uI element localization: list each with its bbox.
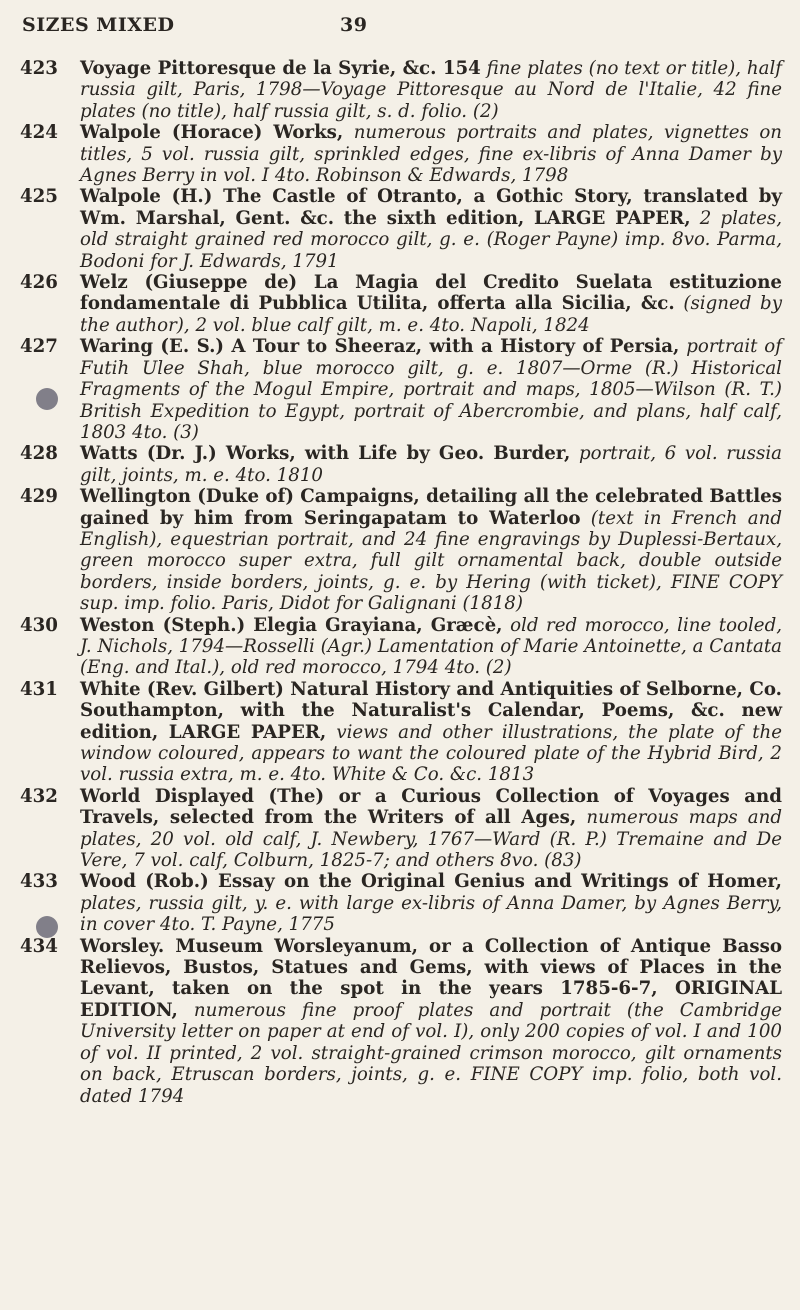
lot-entry <box>20 486 782 614</box>
lot-details: numerous portraits and plates, vignettes on titles, 5 vol. russia gilt, sprinkled edges, fine ex-libris of Anna Damer by Agnes Berry in vol. I 4to. Robinson & Edwards, 1798 <box>80 122 782 187</box>
lot-title: Welz (Giuseppe de) La Magia del Credito Suelata estituzione fondamentale di Pubblica Utilita, offerta alla Sicilia, &c. <box>80 272 782 315</box>
lot-details: views and other illustrations, the plate of the window coloured, appears to want the coloured plate of the Hybrid Bird, 2 vol. russia extra, m. e. 4to. White & Co. &c. 1813 <box>80 721 782 786</box>
lot-details: (signed by the author), 2 vol. blue calf gilt, m. e. 4to. Napoli, 1824 <box>80 293 782 336</box>
lot-entry <box>20 679 782 786</box>
lot-title: Watts (Dr. J.) Works, with Life by Geo. Burder, <box>80 443 571 465</box>
lot-entry <box>20 336 782 443</box>
lot-description <box>80 272 782 336</box>
lot-number: 433 <box>20 871 58 893</box>
lot-details: plates, russia gilt, y. e. with large ex-libris of Anna Damer, by Agnes Berry, in cover 4to. T. Payne, 1775 <box>80 892 782 936</box>
lot-details: portrait of Futih Ulee Shah, blue morocco gilt, g. e. 1807—Orme (R.) Historical Fragments of the Mogul Empire, portrait and maps, 1805—Wilson (R. T.) British Expedition to Egypt, portrait of Abercrombie, and plans, half calf, 1803 4to. (3) <box>80 336 782 443</box>
lot-description <box>80 786 782 872</box>
lot-title: Worsley. Museum Worsleyanum, or a Collection of Antique Basso Relievos, Bustos, Statues and Gems, with views of Places in the Levant, taken on the spot in the years 1785-6-7, ORIGINAL EDITION, <box>80 935 782 1021</box>
lot-number: 425 <box>20 186 58 208</box>
lot-number: 427 <box>20 336 58 358</box>
lot-description <box>80 186 782 272</box>
lot-details: numerous fine proof plates and portrait (the Cambridge University letter on paper at end of vol. I), only 200 copies of vol. I and 100 of vol. II printed, 2 vol. straight-grained crimson morocco, gilt ornaments on back, Etruscan borders, joints, g. e. FINE COPY imp. folio, both vol. dated 1794 <box>80 999 782 1107</box>
lot-details: old red morocco, line tooled, J. Nichols, 1794—Rosselli (Agr.) Lamentation of Marie Antoinette, a Cantata (Eng. and Ital.), old red morocco, 1794 4to. (2) <box>80 614 782 679</box>
lot-description <box>80 871 782 935</box>
lot-description <box>80 615 782 679</box>
lot-entry <box>20 186 782 272</box>
lot-title: World Displayed (The) or a Curious Collection of Voyages and Travels, selected from the Writers of all Ages, <box>80 785 782 829</box>
lot-number: 426 <box>20 272 58 294</box>
lot-number: 428 <box>20 443 58 465</box>
lot-number: 434 <box>20 935 58 957</box>
lot-number: 430 <box>20 614 58 636</box>
lot-entry <box>20 272 782 336</box>
lot-entry <box>20 443 782 486</box>
lot-entry <box>20 786 782 872</box>
lot-number: 432 <box>20 785 58 807</box>
lot-description <box>80 58 782 122</box>
lot-entry <box>20 615 782 679</box>
lot-entry <box>20 122 782 186</box>
lot-details: numerous maps and plates, 20 vol. old calf, J. Newbery, 1767—Ward (R. P.) Tremaine and De Vere, 7 vol. calf, Colburn, 1825-7; and others 8vo. (83) <box>80 807 782 872</box>
page-number: 39 <box>340 14 368 36</box>
lot-description <box>80 936 782 1107</box>
lot-details: (text in French and English), equestrian portrait, and 24 fine engravings by Duplessi-Bertaux, green morocco super extra, full gilt ornamental back, double outside borders, inside borders, joints, g. e. by Hering (with ticket), FINE COPY sup. imp. folio. Paris, Didot for Galignani (1818) <box>80 507 782 615</box>
lot-number: 423 <box>20 58 58 79</box>
lot-title: Waring (E. S.) A Tour to Sheeraz, with a History of Persia, <box>80 336 680 358</box>
lot-list <box>20 58 782 1107</box>
lot-description <box>80 122 782 186</box>
lot-details: portrait, 6 vol. russia gilt, joints, m. e. 4to. 1810 <box>80 443 782 486</box>
lot-entry <box>20 936 782 1107</box>
lot-title: Weston (Steph.) Elegia Grayiana, Græcè, <box>80 614 503 636</box>
lot-description <box>80 336 782 443</box>
lot-title: Voyage Pittoresque de la Syrie, &c. 154 <box>80 58 481 79</box>
lot-description <box>80 486 782 614</box>
running-head: SIZES MIXED <box>22 14 175 36</box>
lot-description <box>80 679 782 786</box>
lot-number: 424 <box>20 122 58 144</box>
lot-entry <box>20 871 782 935</box>
lot-title: Wellington (Duke of) Campaigns, detailing all the celebrated Battles gained by him from Seringapatam to Waterloo <box>80 486 782 529</box>
lot-title: Wood (Rob.) Essay on the Original Genius and Writings of Homer, <box>80 871 782 893</box>
lot-details: 2 plates, old straight grained red morocco gilt, g. e. (Roger Payne) imp. 8vo. Parma, Bodoni for J. Edwards, 1791 <box>80 207 782 272</box>
lot-entry <box>20 58 782 122</box>
lot-details: fine plates (no text or title), half russia gilt, Paris, 1798—Voyage Pittoresque au Nord de l'Italie, 42 fine plates (no title), half russia gilt, s. d. folio. (2) <box>80 58 782 122</box>
lot-title: White (Rev. Gilbert) Natural History and Antiquities of Selborne, Co. Southampton, with the Naturalist's Calendar, Poems, &c. new edition, LARGE PAPER, <box>80 678 782 743</box>
lot-title: Walpole (Horace) Works, <box>80 122 344 144</box>
lot-number: 431 <box>20 678 58 700</box>
lot-description <box>80 443 782 486</box>
lot-title: Walpole (H.) The Castle of Otranto, a Gothic Story, translated by Wm. Marshal, Gent. &c. the sixth edition, LARGE PAPER, <box>80 186 782 229</box>
lot-number: 429 <box>20 486 58 508</box>
